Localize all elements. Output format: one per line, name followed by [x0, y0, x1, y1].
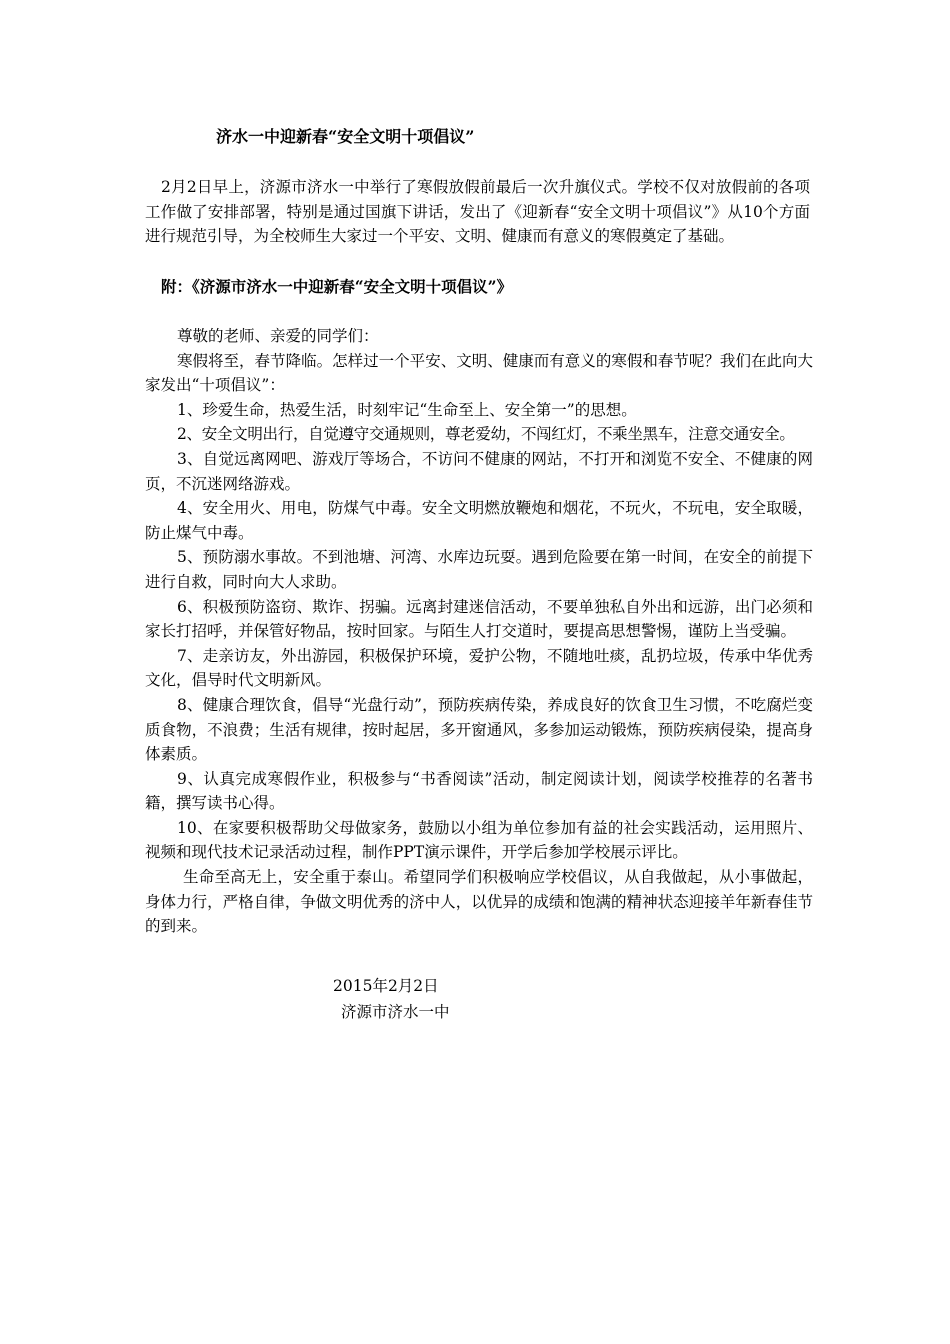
proposal-item-3: 3、自觉远离网吧、游戏厅等场合，不访问不健康的网站，不打开和浏览不安全、不健康的网页，不沉迷网络游戏。 [145, 449, 813, 493]
document-date: 2015年2月2日 [333, 977, 439, 995]
opening-paragraph: 寒假将至，春节降临。怎样过一个平安、文明、健康而有意义的寒假和春节呢？我们在此向大家发出“十项倡议”： [145, 351, 813, 395]
proposal-item-8: 8、健康合理饮食，倡导“光盘行动”，预防疾病传染，养成良好的饮食卫生习惯，不吃腐烂变质食物，不浪费；生活有规律，按时起居，多开窗通风，多参加运动锻炼，预防疾病侵染，提高身体素质。 [145, 695, 813, 764]
closing-paragraph: 生命至高无上，安全重于泰山。希望同学们积极响应学校倡议，从自我做起，从小事做起，身体力行，严格自律，争做文明优秀的济中人，以优异的成绩和饱满的精神状态迎接羊年新春佳节的到来。 [145, 868, 813, 936]
proposal-item-6: 6、积极预防盗窃、欺诈、拐骗。远离封建迷信活动，不要单独私自外出和远游，出门必须和家长打招呼，并保管好物品，按时回家。与陌生人打交道时，要提高思想警惕，谨防上当受骗。 [145, 597, 813, 641]
proposal-body [145, 324, 813, 939]
greeting: 尊敬的老师、亲爱的同学们： [177, 327, 379, 345]
proposal-item-4: 4、安全用火、用电，防煤气中毒。安全文明燃放鞭炮和烟花，不玩火，不玩电，安全取暖，防止煤气中毒。 [145, 499, 813, 542]
proposal-item-9: 9、认真完成寒假作业，积极参与“书香阅读”活动，制定阅读计划，阅读学校推荐的名著书籍，撰写读书心得。 [145, 769, 813, 813]
proposal-item-7: 7、走亲访友，外出游园，积极保护环境，爱护公物，不随地吐痰，乱扔垃圾，传承中华优秀文化，倡导时代文明新风。 [145, 646, 813, 690]
issuing-organization: 济源市济水一中 [341, 1003, 450, 1021]
proposal-item-1: 1、珍爱生命，热爱生活，时刻牢记“生命至上、安全第一”的思想。 [177, 400, 637, 419]
proposal-item-10: 10、在家要积极帮助父母做家务，鼓励以小组为单位参加有益的社会实践活动，运用照片、视频和现代技术记录活动过程，制作PPT演示课件，开学后参加学校展示评比。 [145, 818, 813, 862]
intro-paragraph: 2月2日早上，济源市济水一中举行了寒假放假前最后一次升旗仪式。学校不仅对放假前的各项工作做了安排部署，特别是通过国旗下讲话，发出了《迎新春“安全文明十项倡议”》从10个方面进行规范引导，为全校师生大家过一个平安、文明、健康而有意义的寒假奠定了基础。 [145, 178, 810, 246]
document-title: 济水一中迎新春“安全文明十项倡议” [216, 127, 475, 146]
proposal-item-5: 5、预防溺水事故。不到池塘、河湾、水库边玩耍。遇到危险要在第一时间，在安全的前提下进行自救，同时向大人求助。 [145, 548, 813, 591]
proposal-item-2: 2、安全文明出行，自觉遵守交通规则，尊老爱幼，不闯红灯，不乘坐黑车，注意交通安全。 [177, 425, 795, 444]
appendix-title: 附：《济源市济水一中迎新春“安全文明十项倡议”》 [161, 277, 513, 296]
